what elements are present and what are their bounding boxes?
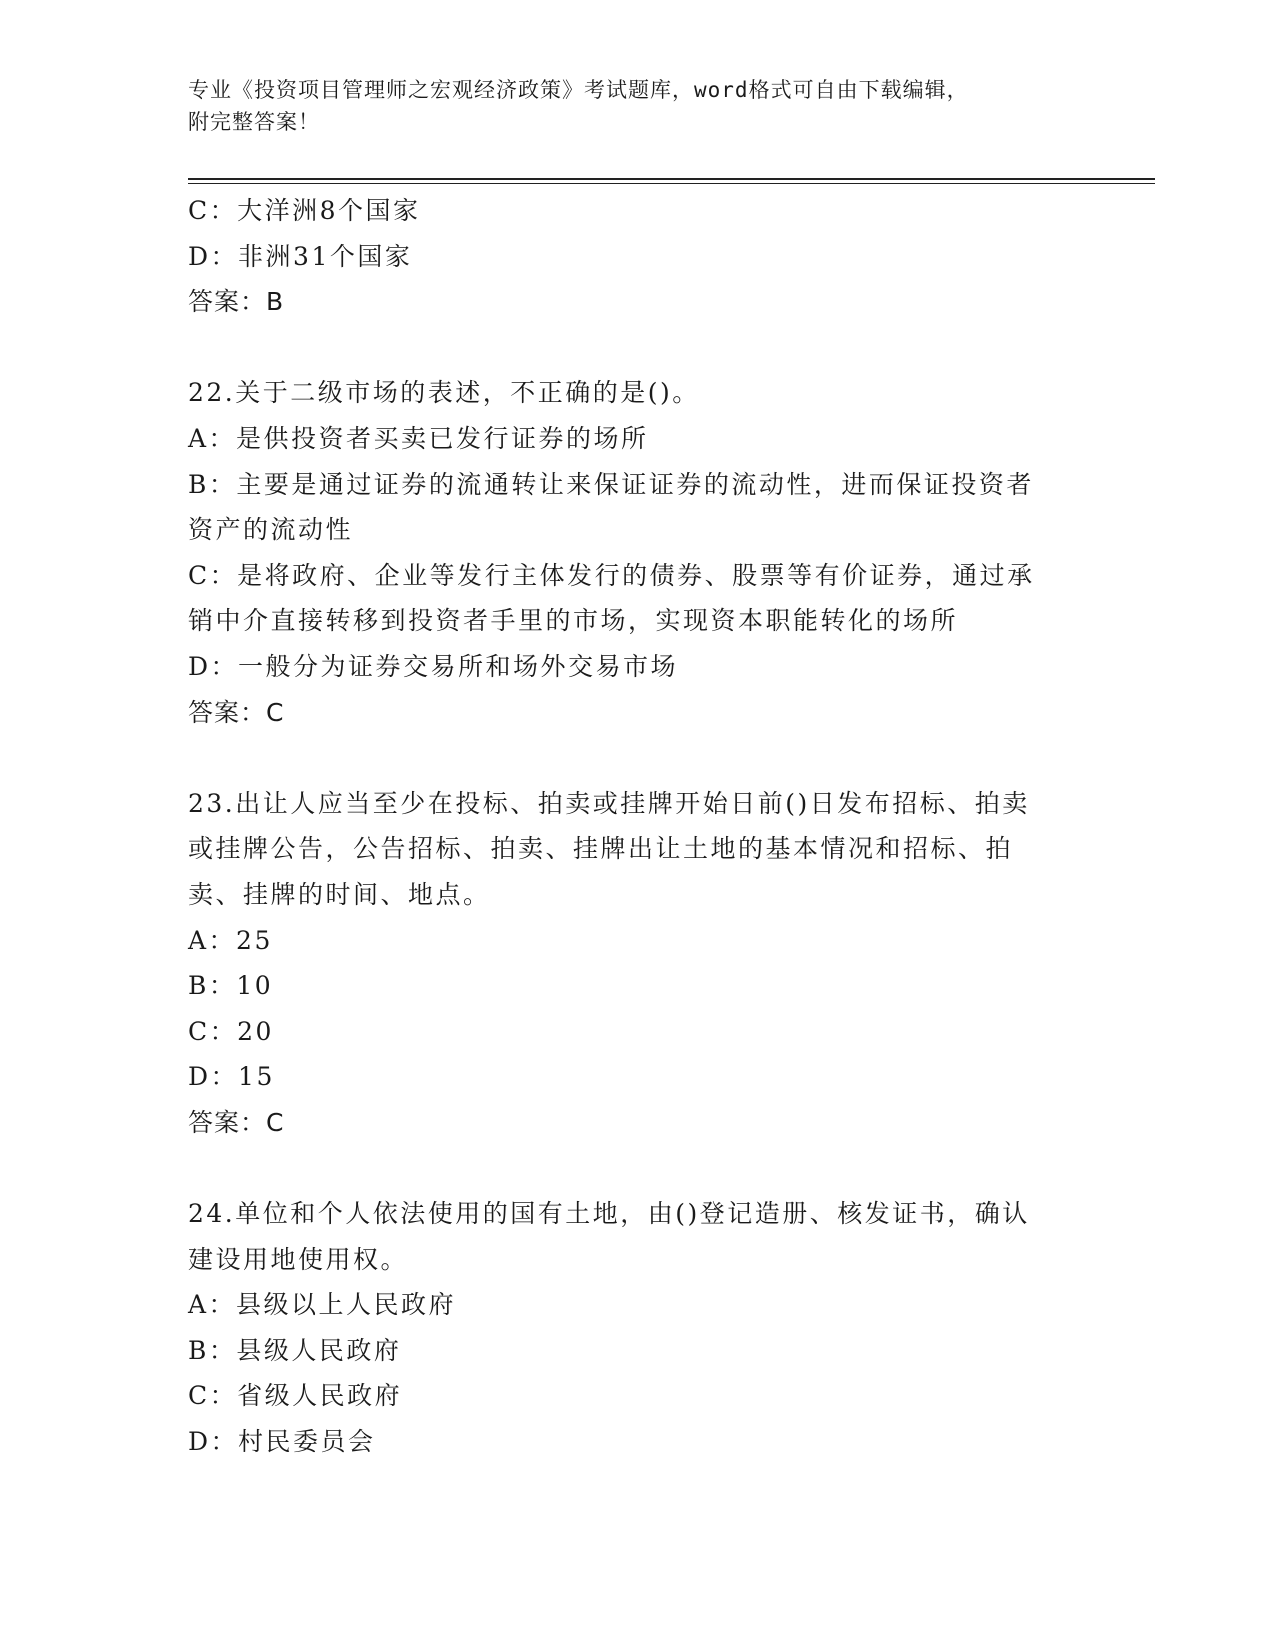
- option-a: A：是供投资者买卖已发行证券的场所: [188, 423, 649, 453]
- option-d: D：非洲31个国家: [188, 241, 413, 271]
- question-stem-line-1: 24.单位和个人依法使用的国有土地，由()登记造册、核发证书，确认: [188, 1199, 1030, 1229]
- question-stem: 22.关于二级市场的表述，不正确的是()。: [188, 378, 700, 408]
- question-21-fragment: [188, 188, 1088, 325]
- header-divider-thick: [188, 178, 1155, 180]
- answer-line: 答案：B: [188, 287, 285, 317]
- spacer: [188, 325, 1088, 371]
- header-divider-thin: [188, 183, 1155, 184]
- question-list: [188, 188, 1088, 1465]
- spacer: [188, 735, 1088, 781]
- option-b: B：10: [188, 971, 274, 1001]
- option-b: B：县级人民政府: [188, 1335, 402, 1365]
- option-c: C：20: [188, 1016, 274, 1046]
- option-a: A：县级以上人民政府: [188, 1290, 457, 1320]
- answer-line: 答案：C: [188, 697, 285, 727]
- option-d: D：15: [188, 1062, 275, 1092]
- option-c: C：省级人民政府: [188, 1381, 403, 1411]
- option-d: D：村民委员会: [188, 1427, 376, 1457]
- option-a: A：25: [188, 925, 273, 955]
- question-23: [188, 781, 1088, 1146]
- option-c: C：大洋洲8个国家: [188, 196, 421, 225]
- page-header: [188, 74, 1068, 138]
- option-c-line-1: C：是将政府、企业等发行主体发行的债券、股票等有价证券，通过承: [188, 560, 1035, 590]
- answer-line: 答案：C: [188, 1107, 285, 1137]
- question-22: [188, 370, 1088, 735]
- option-d: D：一般分为证券交易所和场外交易市场: [188, 651, 679, 681]
- option-c-line-2: 销中介直接转移到投资者手里的市场，实现资本职能转化的场所: [188, 606, 959, 636]
- question-stem-line-3: 卖、挂牌的时间、地点。: [188, 879, 491, 909]
- header-title-line-2: 附完整答案！: [188, 110, 320, 134]
- question-stem-line-2: 建设用地使用权。: [188, 1244, 409, 1274]
- spacer: [188, 1145, 1088, 1191]
- question-24: [188, 1191, 1088, 1465]
- header-title-line-1: 专业《投资项目管理师之宏观经济政策》考试题库，word格式可自由下载编辑，: [188, 78, 969, 102]
- question-stem-line-1: 23.出让人应当至少在投标、拍卖或挂牌开始日前()日发布招标、拍卖: [188, 788, 1030, 818]
- option-b-line-2: 资产的流动性: [188, 515, 354, 545]
- question-stem-line-2: 或挂牌公告，公告招标、拍卖、挂牌出让土地的基本情况和招标、拍: [188, 834, 1014, 864]
- option-b-line-1: B：主要是通过证券的流通转让来保证证券的流动性，进而保证投资者: [188, 469, 1034, 499]
